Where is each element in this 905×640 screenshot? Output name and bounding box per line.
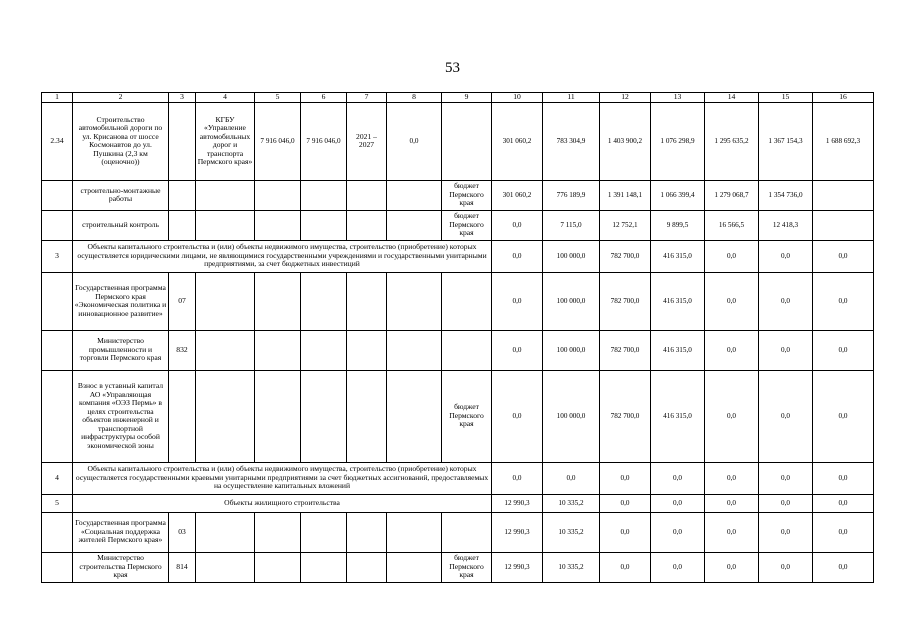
estimated-cost: 7 916 046,0 bbox=[255, 102, 301, 180]
table-row bbox=[42, 512, 874, 552]
header-row bbox=[42, 93, 874, 103]
value-col-11: 776 189,9 bbox=[543, 180, 600, 210]
value-col-15: 0,0 bbox=[759, 240, 813, 272]
period: 2021 – 2027 bbox=[347, 102, 387, 180]
object-name: строительно-монтажные работы bbox=[73, 180, 169, 210]
table-row bbox=[42, 370, 874, 462]
funding-source: бюджет Пермского края bbox=[442, 210, 492, 240]
program-code: 832 bbox=[169, 330, 196, 370]
section-row bbox=[42, 494, 874, 512]
value-col-16: 0,0 bbox=[813, 370, 874, 462]
value-col-16: 0,0 bbox=[813, 462, 874, 494]
value-col-10: 0,0 bbox=[492, 210, 543, 240]
header-cell: 1 bbox=[42, 93, 73, 103]
value-col-12: 0,0 bbox=[600, 494, 651, 512]
section-title: Объекты капитального строительства и (или) объекты недвижимого имущества, строительство (приобретение) которых осуществляется юридическими лицами, не являющимися государственными учреждениями и государственными унитарными предприятиями, за счет бюджетных инвестиций bbox=[73, 240, 492, 272]
value-col-10: 0,0 bbox=[492, 240, 543, 272]
section-row bbox=[42, 462, 874, 494]
value-col-12: 0,0 bbox=[600, 552, 651, 582]
value-col-8 bbox=[387, 370, 442, 462]
period bbox=[347, 210, 387, 240]
value-col-11: 10 335,2 bbox=[543, 552, 600, 582]
value-col-13: 416 315,0 bbox=[651, 272, 705, 330]
value-col-13: 416 315,0 bbox=[651, 330, 705, 370]
value-col-12: 12 752,1 bbox=[600, 210, 651, 240]
estimated-cost bbox=[255, 272, 301, 330]
customer bbox=[196, 210, 255, 240]
funding-source: бюджет Пермского края bbox=[442, 180, 492, 210]
value-col-10: 12 990,3 bbox=[492, 512, 543, 552]
table-row bbox=[42, 180, 874, 210]
value-col-13: 0,0 bbox=[651, 462, 705, 494]
value-col-10: 0,0 bbox=[492, 272, 543, 330]
funding-source bbox=[442, 272, 492, 330]
value-col-8 bbox=[387, 272, 442, 330]
row-number bbox=[42, 272, 73, 330]
customer bbox=[196, 370, 255, 462]
table-row bbox=[42, 272, 874, 330]
remaining-cost bbox=[301, 180, 347, 210]
value-col-10: 301 060,2 bbox=[492, 102, 543, 180]
customer bbox=[196, 552, 255, 582]
section-title: Объекты жилищного строительства bbox=[73, 494, 492, 512]
funding-source: бюджет Пермского края bbox=[442, 370, 492, 462]
value-col-10: 12 990,3 bbox=[492, 494, 543, 512]
table-row bbox=[42, 330, 874, 370]
value-col-15: 0,0 bbox=[759, 462, 813, 494]
row-number bbox=[42, 180, 73, 210]
value-col-16: 0,0 bbox=[813, 330, 874, 370]
value-col-16: 0,0 bbox=[813, 552, 874, 582]
period bbox=[347, 272, 387, 330]
header-cell: 12 bbox=[600, 93, 651, 103]
value-col-10: 0,0 bbox=[492, 370, 543, 462]
row-number: 2.34 bbox=[42, 102, 73, 180]
object-name: Строительство автомобильной дороги по ул. Крисанова от шоссе Космонавтов до ул. Пушкина (2,3 км (оценочно)) bbox=[73, 102, 169, 180]
value-col-16: 0,0 bbox=[813, 272, 874, 330]
program-code bbox=[169, 370, 196, 462]
value-col-8: 0,0 bbox=[387, 102, 442, 180]
customer: КГБУ «Управление автомобильных дорог и транспорта Пермского края» bbox=[196, 102, 255, 180]
value-col-13: 9 899,5 bbox=[651, 210, 705, 240]
value-col-12: 782 700,0 bbox=[600, 240, 651, 272]
funding-source bbox=[442, 330, 492, 370]
object-name: Министерство промышленности и торговли Пермского края bbox=[73, 330, 169, 370]
estimated-cost bbox=[255, 210, 301, 240]
header-cell: 13 bbox=[651, 93, 705, 103]
header-cell: 14 bbox=[705, 93, 759, 103]
program-code: 03 bbox=[169, 512, 196, 552]
budget-table bbox=[41, 92, 874, 583]
customer bbox=[196, 330, 255, 370]
value-col-8 bbox=[387, 180, 442, 210]
period bbox=[347, 330, 387, 370]
value-col-14: 0,0 bbox=[705, 240, 759, 272]
value-col-13: 0,0 bbox=[651, 552, 705, 582]
header-cell: 7 bbox=[347, 93, 387, 103]
table-row bbox=[42, 210, 874, 240]
value-col-15: 0,0 bbox=[759, 494, 813, 512]
header-cell: 10 bbox=[492, 93, 543, 103]
value-col-14: 0,0 bbox=[705, 512, 759, 552]
value-col-12: 1 391 148,1 bbox=[600, 180, 651, 210]
value-col-13: 416 315,0 bbox=[651, 370, 705, 462]
object-name: Министерство строительства Пермского края bbox=[73, 552, 169, 582]
customer bbox=[196, 512, 255, 552]
value-col-16 bbox=[813, 180, 874, 210]
object-name: строительный контроль bbox=[73, 210, 169, 240]
value-col-11: 10 335,2 bbox=[543, 512, 600, 552]
object-name: Государственная программа «Социальная поддержка жителей Пермского края» bbox=[73, 512, 169, 552]
value-col-11: 10 335,2 bbox=[543, 494, 600, 512]
program-code: 814 bbox=[169, 552, 196, 582]
value-col-16: 0,0 bbox=[813, 240, 874, 272]
page-number: 53 bbox=[445, 60, 460, 76]
value-col-11: 100 000,0 bbox=[543, 240, 600, 272]
value-col-15: 1 354 736,0 bbox=[759, 180, 813, 210]
estimated-cost bbox=[255, 512, 301, 552]
program-code: 07 bbox=[169, 272, 196, 330]
value-col-11: 100 000,0 bbox=[543, 370, 600, 462]
value-col-12: 782 700,0 bbox=[600, 330, 651, 370]
funding-source bbox=[442, 102, 492, 180]
object-name: Взнос в уставный капитал АО «Управляющая компания «ОЭЗ Пермь» в целях строительства объектов инженерной и транспортной инфраструктуры особой экономической зоны bbox=[73, 370, 169, 462]
section-row bbox=[42, 240, 874, 272]
header-cell: 4 bbox=[196, 93, 255, 103]
table-row bbox=[42, 552, 874, 582]
program-code bbox=[169, 210, 196, 240]
value-col-15: 0,0 bbox=[759, 330, 813, 370]
row-number: 5 bbox=[42, 494, 73, 512]
row-number bbox=[42, 370, 73, 462]
value-col-13: 1 066 399,4 bbox=[651, 180, 705, 210]
header-cell: 11 bbox=[543, 93, 600, 103]
value-col-14: 0,0 bbox=[705, 272, 759, 330]
value-col-10: 301 060,2 bbox=[492, 180, 543, 210]
funding-source: бюджет Пермского края bbox=[442, 552, 492, 582]
value-col-13: 416 315,0 bbox=[651, 240, 705, 272]
value-col-14: 0,0 bbox=[705, 330, 759, 370]
row-number bbox=[42, 210, 73, 240]
value-col-11: 100 000,0 bbox=[543, 272, 600, 330]
header-cell: 6 bbox=[301, 93, 347, 103]
remaining-cost bbox=[301, 272, 347, 330]
program-code bbox=[169, 102, 196, 180]
header-cell: 3 bbox=[169, 93, 196, 103]
header-cell: 16 bbox=[813, 93, 874, 103]
remaining-cost: 7 916 046,0 bbox=[301, 102, 347, 180]
value-col-15: 0,0 bbox=[759, 552, 813, 582]
customer bbox=[196, 180, 255, 210]
value-col-14: 0,0 bbox=[705, 552, 759, 582]
table-row bbox=[42, 102, 874, 180]
header-cell: 15 bbox=[759, 93, 813, 103]
remaining-cost bbox=[301, 552, 347, 582]
estimated-cost bbox=[255, 370, 301, 462]
value-col-8 bbox=[387, 330, 442, 370]
value-col-15: 0,0 bbox=[759, 272, 813, 330]
remaining-cost bbox=[301, 210, 347, 240]
remaining-cost bbox=[301, 330, 347, 370]
row-number: 3 bbox=[42, 240, 73, 272]
value-col-13: 0,0 bbox=[651, 494, 705, 512]
header-cell: 9 bbox=[442, 93, 492, 103]
funding-source bbox=[442, 512, 492, 552]
row-number: 4 bbox=[42, 462, 73, 494]
value-col-12: 782 700,0 bbox=[600, 272, 651, 330]
row-number bbox=[42, 552, 73, 582]
row-number bbox=[42, 512, 73, 552]
section-title: Объекты капитального строительства и (или) объекты недвижимого имущества, строительство (приобретение) которых осуществляется государственными краевыми унитарными предприятиями за счет бюджетных ассигнований, предоставляемых на осуществление капитальных вложений bbox=[73, 462, 492, 494]
value-col-8 bbox=[387, 210, 442, 240]
period bbox=[347, 180, 387, 210]
value-col-12: 782 700,0 bbox=[600, 370, 651, 462]
value-col-10: 0,0 bbox=[492, 462, 543, 494]
value-col-12: 0,0 bbox=[600, 512, 651, 552]
program-code bbox=[169, 180, 196, 210]
customer bbox=[196, 272, 255, 330]
value-col-13: 0,0 bbox=[651, 512, 705, 552]
value-col-16 bbox=[813, 210, 874, 240]
value-col-15: 0,0 bbox=[759, 370, 813, 462]
object-name: Государственная программа Пермского края «Экономическая политика и инновационное развитие» bbox=[73, 272, 169, 330]
remaining-cost bbox=[301, 512, 347, 552]
value-col-11: 783 304,9 bbox=[543, 102, 600, 180]
value-col-13: 1 076 298,9 bbox=[651, 102, 705, 180]
value-col-14: 0,0 bbox=[705, 494, 759, 512]
value-col-12: 1 403 900,2 bbox=[600, 102, 651, 180]
remaining-cost bbox=[301, 370, 347, 462]
value-col-15: 1 367 154,3 bbox=[759, 102, 813, 180]
value-col-11: 7 115,0 bbox=[543, 210, 600, 240]
estimated-cost bbox=[255, 552, 301, 582]
value-col-8 bbox=[387, 552, 442, 582]
value-col-14: 0,0 bbox=[705, 462, 759, 494]
value-col-11: 100 000,0 bbox=[543, 330, 600, 370]
value-col-10: 12 990,3 bbox=[492, 552, 543, 582]
value-col-16: 1 688 692,3 bbox=[813, 102, 874, 180]
header-cell: 5 bbox=[255, 93, 301, 103]
value-col-16: 0,0 bbox=[813, 512, 874, 552]
period bbox=[347, 370, 387, 462]
header-cell: 2 bbox=[73, 93, 169, 103]
value-col-11: 0,0 bbox=[543, 462, 600, 494]
estimated-cost bbox=[255, 180, 301, 210]
value-col-14: 1 295 635,2 bbox=[705, 102, 759, 180]
value-col-12: 0,0 bbox=[600, 462, 651, 494]
value-col-16: 0,0 bbox=[813, 494, 874, 512]
estimated-cost bbox=[255, 330, 301, 370]
period bbox=[347, 552, 387, 582]
header-cell: 8 bbox=[387, 93, 442, 103]
row-number bbox=[42, 330, 73, 370]
period bbox=[347, 512, 387, 552]
value-col-10: 0,0 bbox=[492, 330, 543, 370]
value-col-15: 12 418,3 bbox=[759, 210, 813, 240]
value-col-14: 16 566,5 bbox=[705, 210, 759, 240]
value-col-8 bbox=[387, 512, 442, 552]
value-col-14: 1 279 068,7 bbox=[705, 180, 759, 210]
value-col-14: 0,0 bbox=[705, 370, 759, 462]
value-col-15: 0,0 bbox=[759, 512, 813, 552]
